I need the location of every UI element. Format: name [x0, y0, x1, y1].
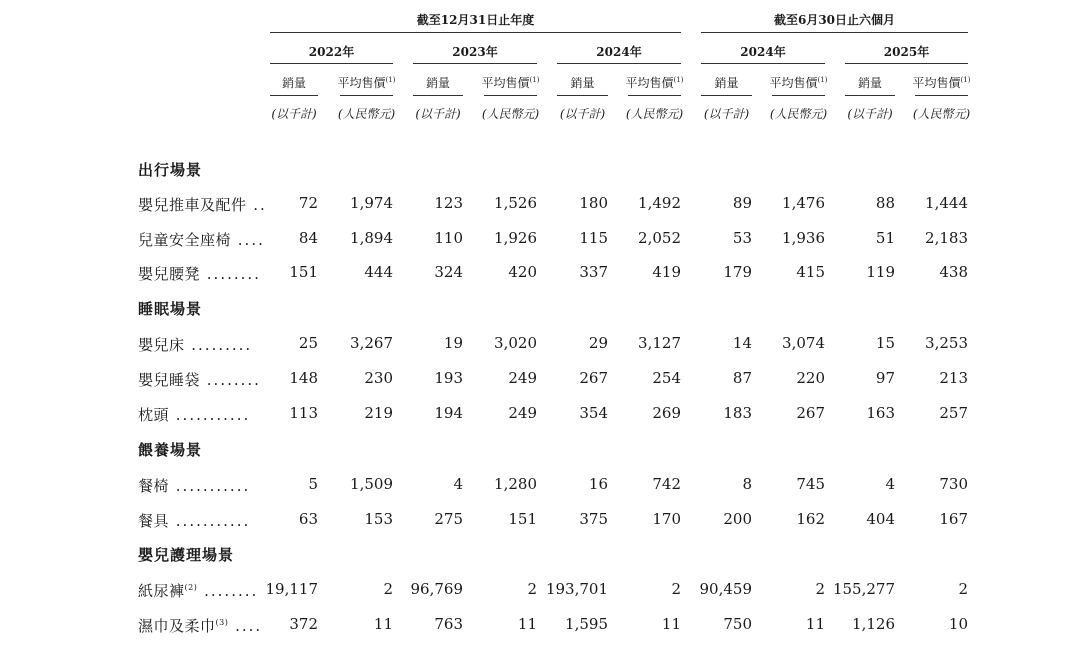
avg-price-cell: 2 — [815, 580, 825, 598]
avg-price-cell: 170 — [652, 510, 681, 528]
column-header-rule — [701, 95, 752, 96]
column-header-rule — [915, 95, 968, 96]
volume-cell: 180 — [579, 194, 608, 212]
year-header: 2023年 — [452, 45, 498, 59]
volume-cell: 113 — [289, 404, 318, 422]
year-header: 2022年 — [308, 45, 355, 59]
volume-cell: 19 — [443, 334, 463, 352]
avg-price-cell: 419 — [652, 263, 681, 281]
volume-cell: 89 — [732, 194, 752, 212]
volume-cell: 404 — [866, 510, 895, 528]
row-label — [138, 334, 252, 355]
column-header-rule — [413, 95, 463, 96]
volume-cell: 375 — [579, 510, 608, 528]
year-header: 2024年 — [740, 45, 786, 59]
volume-cell: 163 — [866, 404, 895, 422]
volume-cell: 275 — [434, 510, 463, 528]
avg-price-cell: 1,509 — [350, 475, 393, 493]
avg-price-cell: 2 — [383, 580, 393, 598]
volume-cell: 15 — [875, 334, 895, 352]
avg-price-cell: 230 — [364, 369, 393, 387]
column-header-rule — [845, 95, 895, 96]
avg-price-cell: 153 — [364, 510, 393, 528]
avg-price-cell: 3,020 — [494, 334, 537, 352]
avg-price-cell: 249 — [508, 369, 537, 387]
volume-cell: 1,126 — [852, 615, 895, 633]
price-unit-label: (人民幣元) — [625, 107, 684, 121]
avg-price-header: 平均售價$^{(1)}$ — [769, 76, 828, 90]
avg-price-cell: 219 — [364, 404, 393, 422]
volume-cell: 87 — [732, 369, 752, 387]
volume-cell: 324 — [434, 263, 463, 281]
row-label-text: 嬰兒床 — [138, 336, 185, 354]
section-heading: 出行場景 — [138, 161, 203, 179]
volume-cell: 8 — [742, 475, 752, 493]
avg-price-cell: 1,492 — [638, 194, 681, 212]
row-label — [138, 404, 250, 425]
volume-cell: 194 — [434, 404, 463, 422]
avg-price-cell: 745 — [796, 475, 825, 493]
avg-price-cell: 269 — [652, 404, 681, 422]
volume-cell: 115 — [579, 229, 608, 247]
volume-cell: 750 — [723, 615, 752, 633]
avg-price-cell: 2 — [527, 580, 537, 598]
leader-dots: .... — [231, 231, 265, 249]
period-rule — [701, 32, 968, 33]
avg-price-cell: 162 — [796, 510, 825, 528]
volume-unit-label: (以千計) — [559, 107, 606, 121]
volume-cell: 51 — [875, 229, 895, 247]
volume-cell: 110 — [434, 229, 463, 247]
row-label-text: 餐椅 — [138, 477, 170, 495]
period-rule — [270, 32, 681, 33]
avg-price-cell: 1,476 — [782, 194, 825, 212]
column-header-rule — [340, 95, 393, 96]
volume-unit-label: (以千計) — [415, 107, 461, 121]
year-rule — [270, 63, 393, 64]
section-heading: 餵養場景 — [138, 441, 203, 459]
footnote-marker: (2) — [184, 583, 198, 592]
period-header: 截至6月30日止六個月 — [773, 13, 896, 27]
footnote-marker: (1) — [817, 76, 828, 84]
avg-price-cell: 1,894 — [350, 229, 393, 247]
year-rule — [413, 63, 537, 64]
row-label-text: 餐具 — [138, 512, 170, 530]
avg-price-header: 平均售價$^{(1)}$ — [481, 76, 540, 90]
row-label-text: 嬰兒推車及配件 — [138, 196, 247, 214]
column-header-rule — [270, 95, 318, 96]
leader-dots: ........... — [169, 406, 251, 424]
volume-cell: 53 — [732, 229, 752, 247]
avg-price-cell: 420 — [508, 263, 537, 281]
volume-cell: 88 — [875, 194, 895, 212]
volume-unit-label: (以千計) — [847, 107, 893, 121]
column-header-rule — [772, 95, 825, 96]
volume-header: 銷量 — [714, 76, 739, 90]
avg-price-cell: 11 — [373, 615, 393, 633]
avg-price-cell: 730 — [939, 475, 968, 493]
avg-price-cell: 254 — [652, 369, 681, 387]
year-rule — [557, 63, 681, 64]
year-rule — [701, 63, 825, 64]
row-label-text: 濕巾及柔巾 — [138, 617, 216, 635]
avg-price-header: 平均售價$^{(1)}$ — [912, 76, 971, 90]
row-label-text: 嬰兒睡袋 — [138, 371, 201, 389]
volume-cell: 19,117 — [265, 580, 318, 598]
column-header-rule — [484, 95, 537, 96]
avg-price-cell: 2 — [671, 580, 681, 598]
avg-price-cell: 167 — [939, 510, 968, 528]
row-label-text: 紙尿褲 — [138, 582, 185, 600]
row-label — [138, 510, 250, 531]
volume-cell: 183 — [723, 404, 752, 422]
leader-dots: ........... — [169, 512, 251, 530]
row-label-text: 枕頭 — [138, 406, 170, 424]
price-unit-label: (人民幣元) — [337, 107, 396, 121]
footnote-marker: (1) — [960, 76, 971, 84]
footnote-marker: (1) — [529, 76, 540, 84]
volume-cell: 119 — [866, 263, 895, 281]
year-rule — [845, 63, 968, 64]
avg-price-cell: 3,074 — [782, 334, 825, 352]
volume-cell: 179 — [723, 263, 752, 281]
avg-price-cell: 1,280 — [494, 475, 537, 493]
volume-cell: 4 — [453, 475, 463, 493]
avg-price-cell: 742 — [652, 475, 681, 493]
avg-price-cell: 1,974 — [350, 194, 393, 212]
volume-cell: 96,769 — [410, 580, 463, 598]
row-label-text: 兒童安全座椅 — [138, 231, 232, 249]
leader-dots: ........... — [169, 477, 251, 495]
volume-cell: 267 — [579, 369, 608, 387]
volume-cell: 63 — [298, 510, 318, 528]
volume-cell: 72 — [298, 194, 318, 212]
volume-cell: 84 — [298, 229, 318, 247]
footnote-marker: (1) — [385, 76, 396, 84]
volume-cell: 193,701 — [545, 580, 608, 598]
volume-cell: 29 — [588, 334, 608, 352]
volume-cell: 14 — [732, 334, 752, 352]
volume-cell: 354 — [579, 404, 608, 422]
row-label — [138, 263, 261, 284]
section-heading: 睡眠場景 — [138, 300, 203, 318]
avg-price-cell: 444 — [364, 263, 393, 281]
volume-cell: 372 — [289, 615, 318, 633]
year-header: 2024年 — [596, 45, 642, 59]
volume-header: 銷量 — [857, 76, 882, 90]
avg-price-cell: 11 — [805, 615, 825, 633]
volume-cell: 5 — [308, 475, 318, 493]
avg-price-cell: 257 — [939, 404, 968, 422]
volume-header: 銷量 — [281, 76, 306, 90]
period-header: 截至12月31日止年度 — [416, 13, 535, 27]
avg-price-header: 平均售價$^{(1)}$ — [337, 76, 396, 90]
volume-cell: 148 — [289, 369, 318, 387]
volume-header: 銷量 — [425, 76, 450, 90]
volume-header: 銷量 — [570, 76, 595, 90]
volume-unit-label: (以千計) — [271, 107, 317, 121]
avg-price-cell: 1,526 — [494, 194, 537, 212]
avg-price-cell: 1,444 — [925, 194, 968, 212]
column-header-rule — [557, 95, 608, 96]
row-label — [138, 615, 262, 636]
volume-cell: 193 — [434, 369, 463, 387]
volume-cell: 1,595 — [565, 615, 608, 633]
leader-dots: ........ — [200, 265, 261, 283]
avg-price-cell: 11 — [661, 615, 681, 633]
avg-price-cell: 2,052 — [638, 229, 681, 247]
avg-price-cell: 3,253 — [925, 334, 968, 352]
footnote-marker: (3) — [215, 618, 229, 627]
price-unit-label: (人民幣元) — [481, 107, 540, 121]
row-label — [138, 475, 250, 496]
volume-cell: 97 — [875, 369, 895, 387]
footnote-marker: (1) — [673, 76, 684, 84]
row-label — [138, 580, 258, 601]
column-header-rule — [628, 95, 681, 96]
leader-dots: ........ — [197, 582, 259, 600]
avg-price-cell: 1,926 — [494, 229, 537, 247]
volume-cell: 123 — [434, 194, 463, 212]
volume-cell: 16 — [588, 475, 608, 493]
avg-price-cell: 438 — [939, 263, 968, 281]
avg-price-cell: 267 — [796, 404, 825, 422]
volume-cell: 337 — [579, 263, 608, 281]
avg-price-cell: 1,936 — [782, 229, 825, 247]
volume-cell: 90,459 — [699, 580, 752, 598]
row-label — [138, 369, 261, 390]
volume-cell: 4 — [885, 475, 895, 493]
volume-cell: 200 — [723, 510, 752, 528]
row-label-text: 嬰兒腰凳 — [138, 265, 201, 283]
volume-cell: 25 — [298, 334, 318, 352]
leader-dots: ......... — [184, 336, 253, 354]
leader-dots: .... — [228, 617, 263, 635]
price-unit-label: (人民幣元) — [912, 107, 971, 121]
avg-price-cell: 3,267 — [350, 334, 393, 352]
row-label — [138, 229, 265, 250]
section-heading: 嬰兒護理場景 — [138, 546, 235, 564]
avg-price-header: 平均售價$^{(1)}$ — [625, 76, 684, 90]
avg-price-cell: 220 — [796, 369, 825, 387]
avg-price-cell: 151 — [508, 510, 537, 528]
volume-cell: 763 — [434, 615, 463, 633]
volume-unit-label: (以千計) — [703, 107, 750, 121]
avg-price-cell: 11 — [517, 615, 537, 633]
avg-price-cell: 2 — [958, 580, 968, 598]
volume-cell: 151 — [289, 263, 318, 281]
avg-price-cell: 10 — [948, 615, 968, 633]
avg-price-cell: 415 — [796, 263, 825, 281]
avg-price-cell: 249 — [508, 404, 537, 422]
avg-price-cell: 213 — [939, 369, 968, 387]
price-unit-label: (人民幣元) — [769, 107, 828, 121]
volume-cell: 155,277 — [832, 580, 895, 598]
leader-dots: ........ — [200, 371, 261, 389]
avg-price-cell: 2,183 — [925, 229, 968, 247]
leader-dots: .. — [246, 196, 267, 214]
avg-price-cell: 3,127 — [638, 334, 681, 352]
year-header: 2025年 — [883, 45, 930, 59]
